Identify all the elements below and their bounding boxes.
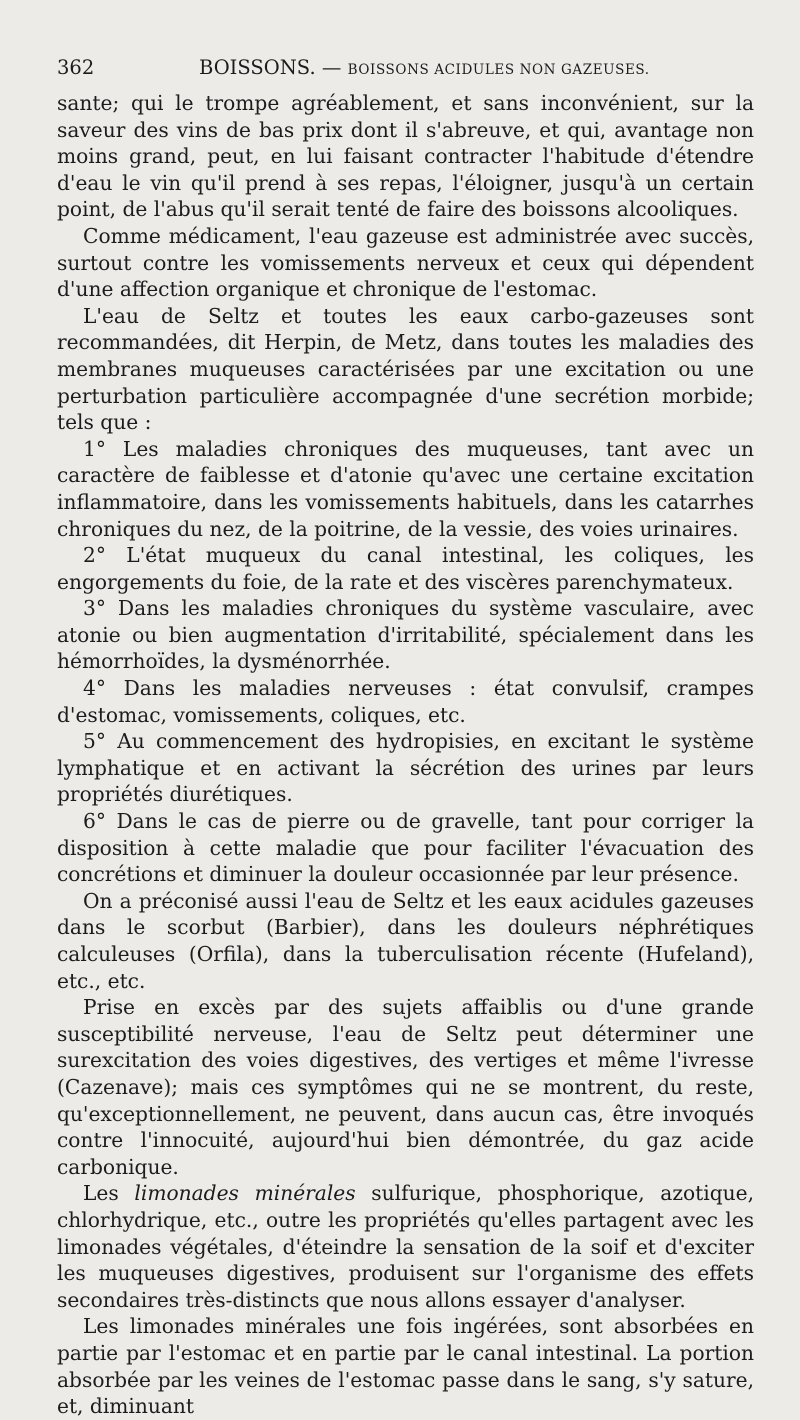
limonades-rest: sulfurique, phosphorique, azotique, chlorhydrique, etc., outre les propriétés qu'elles partagent avec les limonades végétales, d'éteindre la sensation de la soif et d'exciter les muqueuses digestives, produisent sur l'organisme des effets secondaires très-distincts que nous allons essayer d'analyser.: [57, 1181, 754, 1312]
list-item-1: 1° Les maladies chroniques des muqueuses, tant avec un caractère de faiblesse et d'atonie qu'avec une certaine excitation inflammatoire, dans les vomissements habituels, dans les catarrhes chroniques du nez, de la poitrine, de la vessie, des voies urinaires.: [57, 436, 754, 541]
header-title: BOISSONS.: [199, 56, 316, 79]
paragraph-herpin: L'eau de Seltz et toutes les eaux carbo-gazeuses sont recommandées, dit Herpin, de Metz, dans toutes les maladies des membranes muqueuses caractérisées par une excitation ou une perturbation particulière accompagnée d'une secrétion morbide; tels que :: [57, 303, 754, 435]
paragraph-exces: Prise en excès par des sujets affaiblis ou d'une grande susceptibilité nerveuse, l'eau de Seltz peut déterminer une surexcitation des voies digestives, des vertiges et même l'ivresse (Cazenave); mais ces symptômes qui ne se montrent, du reste, qu'exceptionnellement, ne peuvent, dans aucun cas, être invoqués contre l'innocuité, aujourd'hui bien démontrée, du gaz acide carbonique.: [57, 995, 754, 1179]
list-item-3: 3° Dans les maladies chroniques du système vasculaire, avec atonie ou bien augmentation d'irritabilité, spécialement dans les hémorrhoïdes, la dysménorrhée.: [57, 596, 754, 674]
running-title: [199, 56, 650, 79]
list-item-6: 6° Dans le cas de pierre ou de gravelle, tant pour corriger la disposition à cette maladie que pour faciliter l'évacuation des concrétions et diminuer la douleur occasionnée par leur présence.: [57, 809, 754, 887]
body-text: [57, 90, 754, 1420]
paragraph-limonades-minerales: [57, 1180, 754, 1313]
paragraph-medicament: Comme médicament, l'eau gazeuse est administrée avec succès, surtout contre les vomissements nerveux et ceux qui dépendent d'une affection organique et chronique de l'estomac.: [57, 223, 754, 302]
limonades-prefix: Les: [83, 1181, 135, 1206]
header-subtitle: BOISSONS ACIDULES NON GAZEUSES.: [347, 62, 650, 78]
paragraph-absorption: Les limonades minérales une fois ingérées, sont absorbées en partie par l'estomac et en partie par le canal intestinal. La portion absorbée par les veines de l'estomac passe dans le sang, s'y sature, et, diminuant: [57, 1314, 754, 1419]
limonades-italic-term: limonades minérales: [134, 1181, 356, 1206]
header-separator: —: [315, 56, 348, 79]
list-item-4: 4° Dans les maladies nerveuses : état convulsif, crampes d'estomac, vomissements, coliques, etc.: [57, 676, 754, 727]
list-item-5: 5° Au commencement des hydropisies, en excitant le système lymphatique et en activant la sécrétion des urines par leurs propriétés diurétiques.: [57, 729, 754, 807]
list-item-2: 2° L'état muqueux du canal intestinal, les coliques, les engorgements du foie, de la rate et des viscères parenchymateux.: [57, 543, 754, 594]
page-number: 362: [57, 56, 95, 79]
paragraph-preconise: On a préconisé aussi l'eau de Seltz et les eaux acidules gazeuses dans le scorbut (Barbier), dans les douleurs néphrétiques calculeuses (Orfila), dans la tuberculisation récente (Hufeland), etc., etc.: [57, 888, 754, 993]
paragraph-continuation: sante; qui le trompe agréablement, et sans inconvénient, sur la saveur des vins de bas prix dont il s'abreuve, et qui, avantage non moins grand, peut, en lui faisant contracter l'habitude d'étendre d'eau le vin qu'il prend à ses repas, l'éloigner, jusqu'à un certain point, de l'abus qu'il serait tenté de faire des boissons alcooliques.: [57, 91, 754, 222]
running-header: [57, 52, 754, 82]
